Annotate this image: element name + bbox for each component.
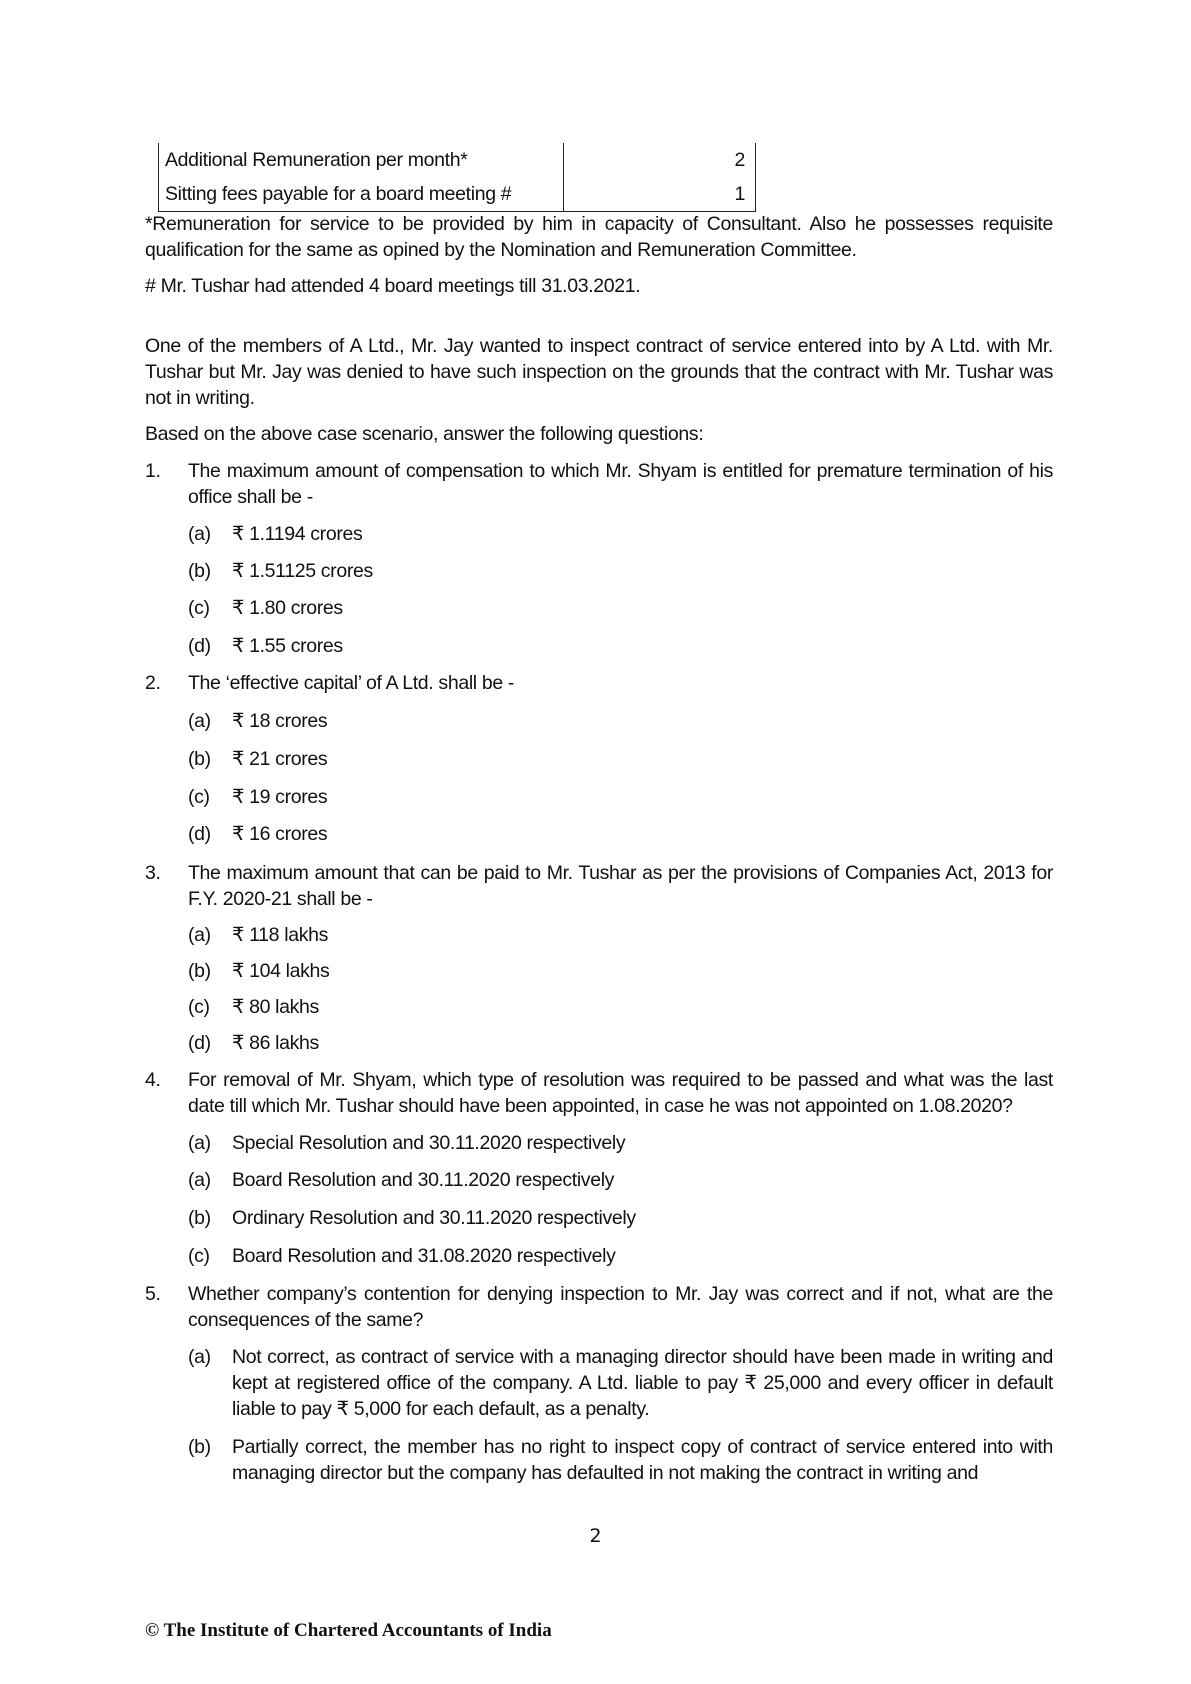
- page-number: 2: [589, 1525, 602, 1547]
- option-label: (a): [188, 523, 211, 545]
- option-label: (b): [188, 1207, 211, 1229]
- option-text: ₹ 104 lakhs: [232, 960, 330, 982]
- option-1d: [188, 633, 1053, 659]
- meetings-note: # Mr. Tushar had attended 4 board meetings till 31.03.2021.: [145, 275, 641, 297]
- option-text: ₹ 1.55 crores: [232, 635, 343, 657]
- question-2: [145, 670, 1053, 696]
- option-text: Special Resolution and 30.11.2020 respectively: [232, 1132, 626, 1154]
- question-1: [145, 458, 1053, 510]
- remuneration-table: [158, 143, 756, 212]
- question-text: Whether company’s contention for denying inspection to Mr. Jay was correct and if not, what are the consequences of the same?: [188, 1283, 1053, 1331]
- option-1a: [188, 521, 1053, 547]
- inspection-paragraph: One of the members of A Ltd., Mr. Jay wanted to inspect contract of service entered into by A Ltd. with Mr. Tushar but Mr. Jay was denied to have such inspection on the grounds that the contract with Mr. Tushar was not in writing.: [145, 335, 1053, 409]
- question-5: [145, 1281, 1053, 1333]
- option-text: ₹ 80 lakhs: [232, 996, 319, 1018]
- option-text: ₹ 16 crores: [232, 823, 328, 845]
- option-label: (c): [188, 996, 210, 1018]
- option-1b: [188, 558, 1053, 584]
- question-4: [145, 1067, 1053, 1119]
- option-label: (a): [188, 1132, 211, 1154]
- option-3b: [188, 958, 1053, 984]
- option-text: ₹ 1.51125 crores: [232, 560, 373, 582]
- option-label: (b): [188, 560, 211, 582]
- question-number: 1.: [145, 460, 161, 482]
- copyright-footer: © The Institute of Chartered Accountants of India: [145, 1620, 552, 1641]
- question-number: 4.: [145, 1069, 161, 1091]
- option-text: Board Resolution and 31.08.2020 respectively: [232, 1245, 616, 1267]
- table-row: [159, 177, 756, 212]
- question-text: The ‘effective capital’ of A Ltd. shall be -: [188, 672, 515, 694]
- option-5a: [188, 1344, 1053, 1422]
- question-text: The maximum amount of compensation to which Mr. Shyam is entitled for premature termination of his office shall be -: [188, 460, 1053, 508]
- table-cell-label: Additional Remuneration per month*: [159, 143, 564, 177]
- option-label: (b): [188, 1436, 211, 1458]
- option-label: (b): [188, 748, 211, 770]
- option-4a: [188, 1130, 1053, 1156]
- option-label: (a): [188, 924, 211, 946]
- question-text: The maximum amount that can be paid to Mr. Tushar as per the provisions of Companies Act, 2013 for F.Y. 2020-21 shall be -: [188, 862, 1053, 910]
- option-text: Board Resolution and 30.11.2020 respectively: [232, 1169, 615, 1191]
- option-text: ₹ 21 crores: [232, 748, 328, 770]
- option-4a-2: [188, 1167, 1053, 1193]
- option-text: ₹ 86 lakhs: [232, 1032, 319, 1054]
- option-text: ₹ 118 lakhs: [232, 924, 329, 946]
- option-3d: [188, 1030, 1053, 1056]
- option-text: ₹ 1.80 crores: [232, 597, 343, 619]
- question-number: 5.: [145, 1283, 161, 1305]
- option-text: ₹ 1.1194 crores: [232, 523, 363, 545]
- question-text: For removal of Mr. Shyam, which type of resolution was required to be passed and what was the last date till which Mr. Tushar should have been appointed, in case he was not appointed on 1.08.2020?: [188, 1069, 1053, 1117]
- option-label: (a): [188, 1346, 211, 1368]
- option-text: Partially correct, the member has no right to inspect copy of contract of service entered into with managing director but the company has defaulted in not making the contract in writing and: [232, 1436, 1053, 1484]
- option-text: ₹ 18 crores: [232, 710, 328, 732]
- question-3: [145, 860, 1053, 912]
- option-4b: [188, 1205, 1053, 1231]
- table-cell-value: 2: [564, 143, 756, 177]
- option-3c: [188, 994, 1053, 1020]
- table-row: [159, 143, 756, 177]
- table-cell-label: Sitting fees payable for a board meeting #: [159, 177, 564, 212]
- option-label: (d): [188, 635, 211, 657]
- option-2c: [188, 784, 1053, 810]
- option-text: ₹ 19 crores: [232, 786, 328, 808]
- question-number: 3.: [145, 862, 161, 884]
- option-5b: [188, 1434, 1053, 1486]
- option-label: (d): [188, 823, 211, 845]
- option-label: (d): [188, 1032, 211, 1054]
- question-number: 2.: [145, 672, 161, 694]
- option-text: Not correct, as contract of service with a managing director should have been made in writing and kept at registered office of the company. A Ltd. liable to pay ₹ 25,000 and every officer in default liable to pay ₹ 5,000 for each default, as a penalty.: [232, 1346, 1053, 1420]
- option-text: Ordinary Resolution and 30.11.2020 respectively: [232, 1207, 636, 1229]
- option-1c: [188, 595, 1053, 621]
- option-3a: [188, 922, 1053, 948]
- remuneration-note: *Remuneration for service to be provided by him in capacity of Consultant. Also he possesses requisite qualification for the same as opined by the Nomination and Remuneration Committee.: [145, 213, 1053, 261]
- option-2d: [188, 821, 1053, 847]
- option-label: (c): [188, 786, 210, 808]
- table-cell-value: 1: [564, 177, 756, 212]
- option-2b: [188, 746, 1053, 772]
- option-4c: [188, 1243, 1053, 1269]
- option-label: (c): [188, 597, 210, 619]
- option-label: (c): [188, 1245, 210, 1267]
- option-label: (a): [188, 710, 211, 732]
- option-label: (a): [188, 1169, 211, 1191]
- option-label: (b): [188, 960, 211, 982]
- option-2a: [188, 708, 1053, 734]
- intro-text: Based on the above case scenario, answer the following questions:: [145, 423, 704, 445]
